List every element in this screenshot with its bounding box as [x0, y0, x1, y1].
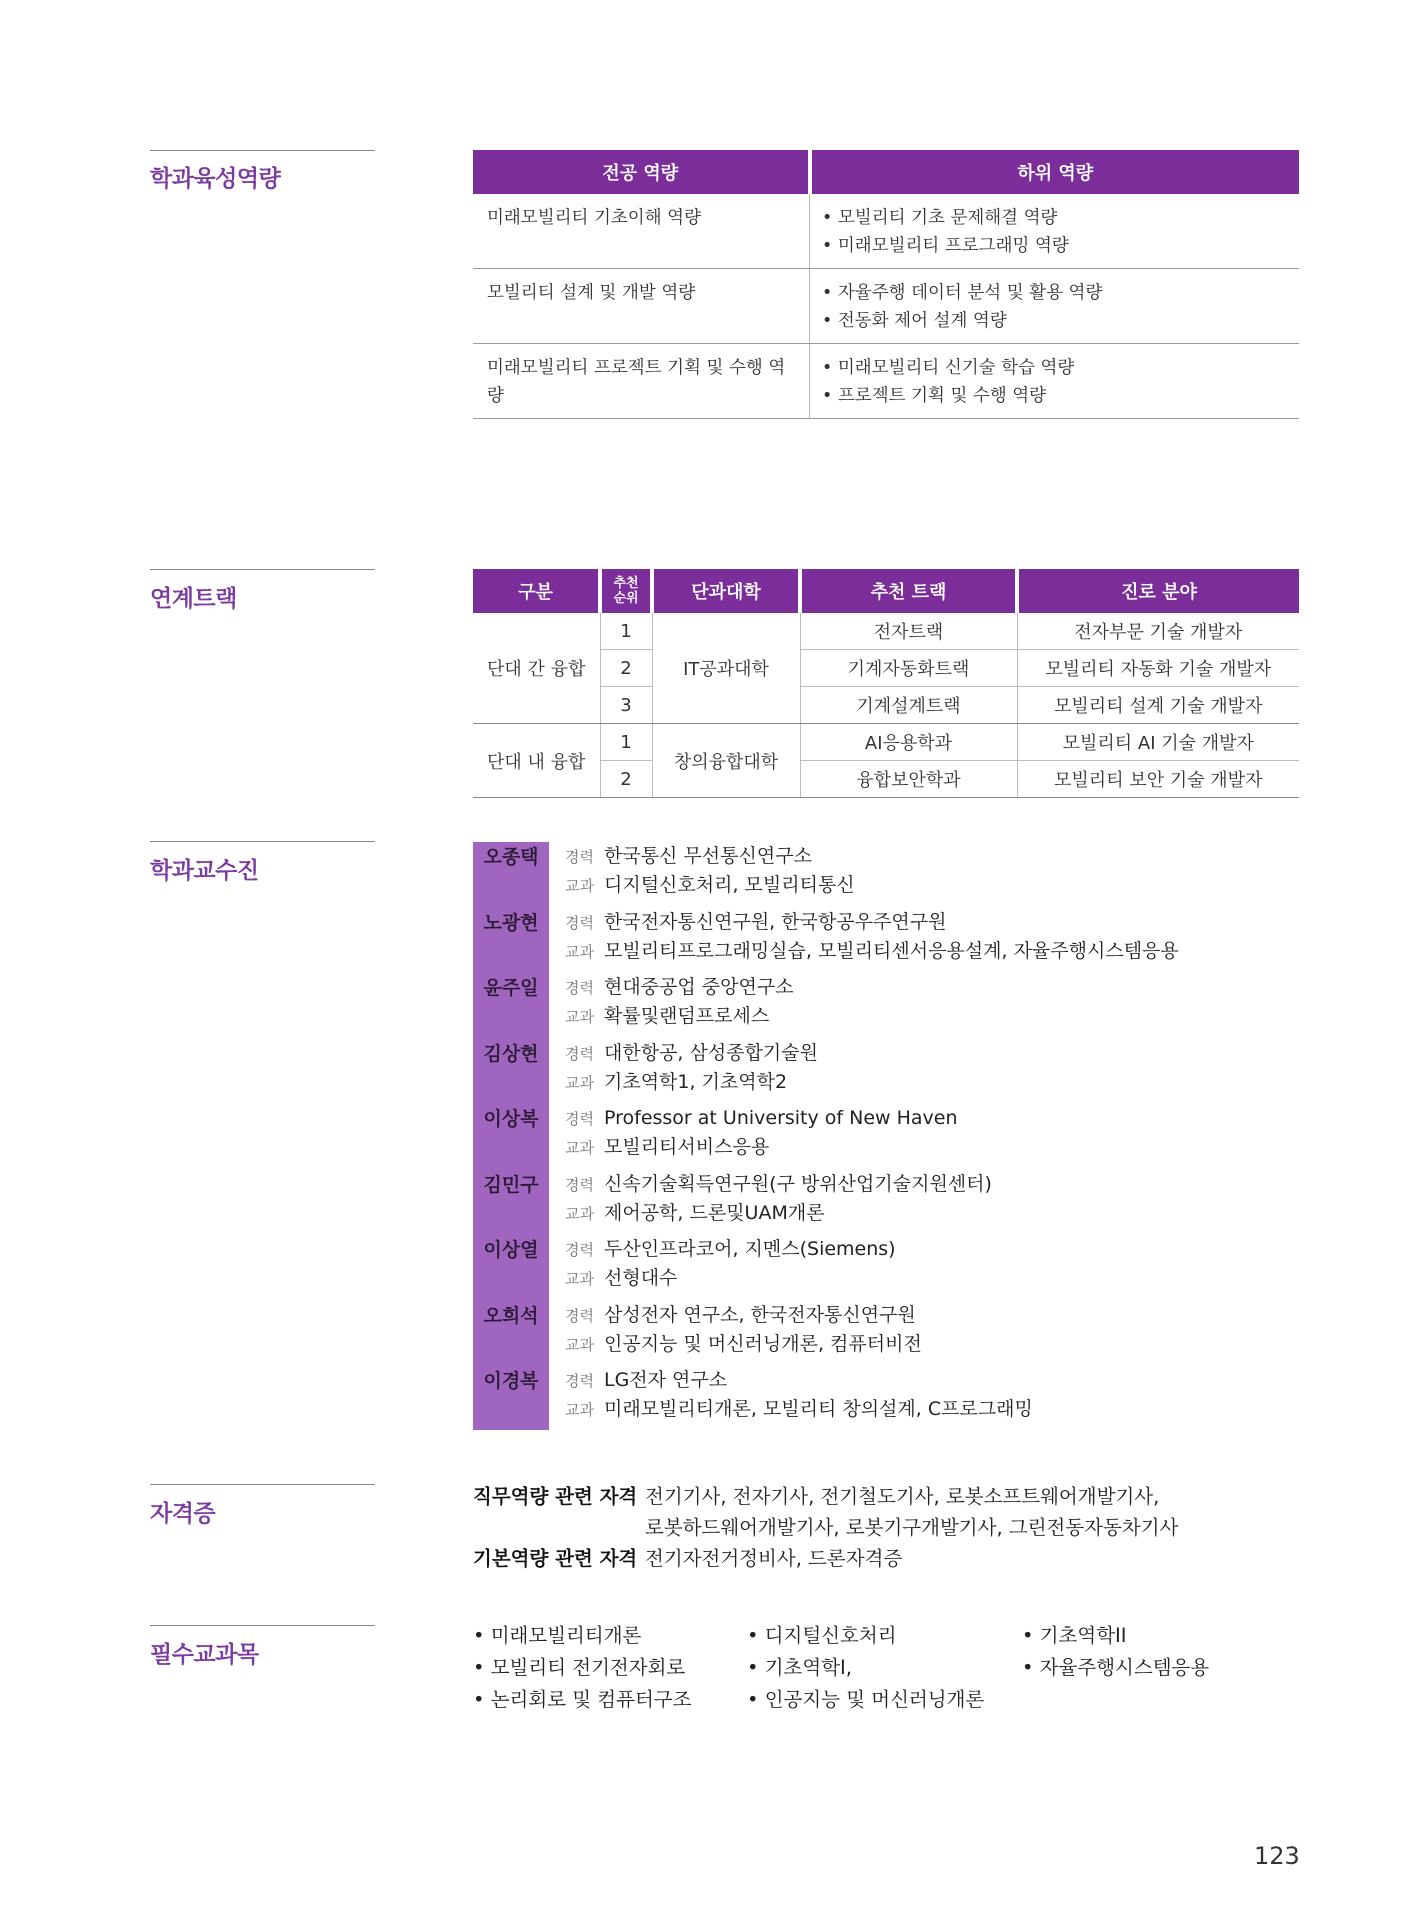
- faculty-career: 한국통신 무선통신연구소: [603, 845, 812, 867]
- table-row: [473, 724, 1299, 761]
- track-rank: 2: [600, 650, 652, 687]
- track-name: 융합보안학과: [800, 761, 1017, 798]
- track-name: 전자트랙: [800, 613, 1017, 650]
- section-rule: [150, 1484, 375, 1485]
- faculty-career: LG전자 연구소: [603, 1369, 728, 1391]
- faculty-member: [473, 1235, 1373, 1295]
- track-rank: 2: [600, 761, 652, 798]
- faculty-course-tag: 교과: [565, 942, 594, 961]
- faculty-career-line: [565, 1039, 818, 1069]
- faculty-career-line: [565, 1104, 958, 1134]
- sub-competency-item: • 자율주행 데이터 분석 및 활용 역량: [822, 283, 1103, 303]
- faculty-member: [473, 1104, 1373, 1164]
- faculty-career-tag: 경력: [565, 1241, 594, 1259]
- sub-competency: [810, 269, 1300, 344]
- faculty-courses: 디지털신호처리, 모빌리티통신: [603, 874, 855, 896]
- track-college: IT공과대학: [652, 613, 800, 724]
- faculty-courses: 확률및랜덤프로세스: [603, 1005, 770, 1027]
- faculty-career-tag: 경력: [565, 979, 594, 997]
- track-rank: 1: [600, 724, 652, 761]
- faculty-name: 윤주일: [483, 977, 539, 999]
- faculty-member: [473, 842, 1373, 902]
- faculty-course-line: [565, 1199, 825, 1229]
- track-category: 단대 내 융합: [473, 724, 600, 798]
- track-college: 창의융합대학: [652, 724, 800, 798]
- faculty-course-tag: 교과: [565, 1008, 594, 1026]
- course-item: • 기초역학I,: [747, 1656, 852, 1679]
- faculty-course-line: [565, 1002, 769, 1032]
- faculty-career-tag: 경력: [565, 1175, 594, 1194]
- header-track: 추천 트랙: [800, 569, 1017, 613]
- faculty-courses: 선형대수: [603, 1267, 678, 1289]
- track-name: AI응용학과: [800, 724, 1017, 761]
- faculty-career-line: [565, 1366, 727, 1396]
- faculty-course-line: [565, 1330, 922, 1360]
- section-rule: [150, 150, 375, 151]
- faculty-member: [473, 1039, 1373, 1099]
- major-competency: 미래모빌리티 기초이해 역량: [473, 194, 810, 269]
- track-career: 모빌리티 설계 기술 개발자: [1017, 687, 1299, 724]
- faculty-member: [473, 973, 1373, 1033]
- section-title-track: 연계트랙: [150, 586, 237, 612]
- section-title-competency: 학과육성역량: [150, 166, 281, 192]
- header-rank-line: 순위: [613, 591, 639, 606]
- course-item: • 디지털신호처리: [747, 1624, 897, 1647]
- header-career: 진로 분야: [1017, 569, 1299, 613]
- faculty-courses: 기초역학1, 기초역학2: [603, 1070, 788, 1093]
- faculty-name: 이경복: [483, 1370, 539, 1392]
- faculty-career: 신속기술획득연구원(구 방위산업기술지원센터): [603, 1172, 992, 1195]
- faculty-courses: 모빌리티프로그래밍실습, 모빌리티센서응용설계, 자율주행시스템응용: [603, 939, 1179, 962]
- track-name: 기계자동화트랙: [800, 650, 1017, 687]
- sub-competency-item: • 프로젝트 기획 및 수행 역량: [822, 386, 1047, 406]
- faculty-member: [473, 908, 1373, 968]
- faculty-career: 두산인프라코어, 지멘스(Siemens): [603, 1238, 896, 1260]
- cert-job-value: 전기기사, 전자기사, 전기철도기사, 로봇소프트웨어개발기사,: [645, 1485, 1160, 1508]
- faculty-career: 현대중공업 중앙연구소: [603, 976, 794, 998]
- faculty-courses: 미래모빌리티개론, 모빌리티 창의설계, C프로그래밍: [603, 1398, 1033, 1420]
- header-rank-line: 추천: [613, 576, 639, 591]
- faculty-career-tag: 경력: [565, 848, 594, 866]
- faculty-career-line: [565, 973, 794, 1003]
- cert-basic-label: 기본역량 관련 자격: [473, 1547, 638, 1570]
- header-category: 구분: [473, 569, 600, 613]
- track-rank: 3: [600, 687, 652, 724]
- track-career: 모빌리티 보안 기술 개발자: [1017, 761, 1299, 798]
- faculty-course-line: [565, 1264, 677, 1294]
- faculty-career: 삼성전자 연구소, 한국전자통신연구원: [603, 1303, 916, 1326]
- section-rule: [150, 1625, 375, 1626]
- faculty-name: 이상열: [483, 1239, 539, 1261]
- major-competency: 모빌리티 설계 및 개발 역량: [473, 269, 810, 344]
- faculty-course-line: [565, 871, 855, 901]
- faculty-courses: 제어공학, 드론및UAM개론: [603, 1201, 825, 1224]
- cert-job-value: 로봇하드웨어개발기사, 로봇기구개발기사, 그린전동자동차기사: [645, 1516, 1179, 1539]
- faculty-career-tag: 경력: [565, 913, 594, 932]
- competency-table: [473, 150, 1299, 419]
- faculty-name: 김상현: [483, 1042, 539, 1065]
- faculty-career-tag: 경력: [565, 1306, 594, 1325]
- faculty-career: 한국전자통신연구원, 한국항공우주연구원: [603, 910, 947, 933]
- track-career: 모빌리티 자동화 기술 개발자: [1017, 650, 1299, 687]
- faculty-name: 김민구: [483, 1173, 539, 1196]
- section-title-certificate: 자격증: [150, 1501, 216, 1527]
- table-row: [473, 269, 1299, 344]
- cert-basic-row: [473, 1543, 902, 1574]
- page-number: 123: [1254, 1842, 1300, 1870]
- faculty-course-line: [565, 1068, 787, 1098]
- track-name: 기계설계트랙: [800, 687, 1017, 724]
- header-college: 단과대학: [652, 569, 800, 613]
- faculty-course-tag: 교과: [565, 1270, 594, 1288]
- sub-competency-item: • 미래모빌리티 프로그래밍 역량: [822, 236, 1069, 256]
- faculty-career: 대한항공, 삼성종합기술원: [603, 1041, 818, 1064]
- faculty-career-line: [565, 842, 812, 872]
- faculty-course-tag: 교과: [565, 1073, 594, 1092]
- faculty-course-tag: 교과: [565, 877, 594, 895]
- table-row: [473, 613, 1299, 650]
- track-career: 전자부문 기술 개발자: [1017, 613, 1299, 650]
- course-item: • 기초역학II: [1022, 1624, 1127, 1647]
- faculty-course-tag: 교과: [565, 1335, 594, 1354]
- faculty-career-tag: 경력: [565, 1372, 594, 1390]
- faculty-career-tag: 경력: [565, 1044, 594, 1063]
- faculty-career-line: [565, 1301, 916, 1331]
- sub-competency-item: • 모빌리티 기초 문제해결 역량: [822, 208, 1058, 228]
- faculty-career-line: [565, 1170, 992, 1200]
- track-table: [473, 569, 1299, 798]
- faculty-name: 이상복: [483, 1108, 539, 1130]
- faculty-course-tag: 교과: [565, 1401, 594, 1419]
- track-category: 단대 간 융합: [473, 613, 600, 724]
- faculty-career: Professor at University of New Haven: [603, 1107, 958, 1129]
- course-item: • 인공지능 및 머신러닝개론: [747, 1688, 985, 1711]
- faculty-name: 노광현: [483, 911, 539, 934]
- faculty-member: [473, 1301, 1373, 1361]
- section-rule: [150, 569, 375, 570]
- faculty-course-line: [565, 1395, 1033, 1425]
- header-rank: [600, 569, 652, 613]
- section-title-required: 필수교과목: [150, 1642, 259, 1668]
- faculty-name: 오종택: [483, 846, 539, 868]
- faculty-name: 오희석: [483, 1304, 539, 1327]
- faculty-courses: 모빌리티서비스응용: [603, 1136, 770, 1158]
- faculty-career-line: [565, 908, 946, 938]
- faculty-course-line: [565, 937, 1179, 967]
- cert-job-row: [473, 1481, 1159, 1512]
- faculty-courses: 인공지능 및 머신러닝개론, 컴퓨터비전: [603, 1332, 922, 1355]
- faculty-course-line: [565, 1133, 769, 1163]
- course-item: • 자율주행시스템응용: [1022, 1656, 1210, 1679]
- track-career: 모빌리티 AI 기술 개발자: [1017, 724, 1299, 761]
- cert-job-label: 직무역량 관련 자격: [473, 1485, 638, 1508]
- sub-competency: [810, 344, 1300, 419]
- sub-competency-item: • 미래모빌리티 신기술 학습 역량: [822, 358, 1075, 378]
- faculty-member: [473, 1366, 1373, 1426]
- course-item: • 모빌리티 전기전자회로: [473, 1656, 686, 1679]
- cert-basic-value: 전기자전거정비사, 드론자격증: [645, 1547, 903, 1570]
- section-rule: [150, 841, 375, 842]
- faculty-course-tag: 교과: [565, 1139, 594, 1157]
- faculty-career-tag: 경력: [565, 1110, 594, 1128]
- table-row: [473, 194, 1299, 269]
- header-major-competency: 전공 역량: [473, 150, 810, 194]
- major-competency: 미래모빌리티 프로젝트 기획 및 수행 역량: [473, 344, 810, 419]
- header-sub-competency: 하위 역량: [810, 150, 1300, 194]
- table-row: [473, 344, 1299, 419]
- faculty-career-line: [565, 1235, 896, 1265]
- faculty-course-tag: 교과: [565, 1204, 594, 1223]
- course-item: • 논리회로 및 컴퓨터구조: [473, 1688, 692, 1711]
- sub-competency-item: • 전동화 제어 설계 역량: [822, 311, 1007, 331]
- cert-job-row-continued: [645, 1512, 1178, 1543]
- course-item: • 미래모빌리티개론: [473, 1624, 642, 1647]
- track-rank: 1: [600, 613, 652, 650]
- faculty-member: [473, 1170, 1373, 1230]
- section-title-faculty: 학과교수진: [150, 858, 259, 884]
- sub-competency: [810, 194, 1300, 269]
